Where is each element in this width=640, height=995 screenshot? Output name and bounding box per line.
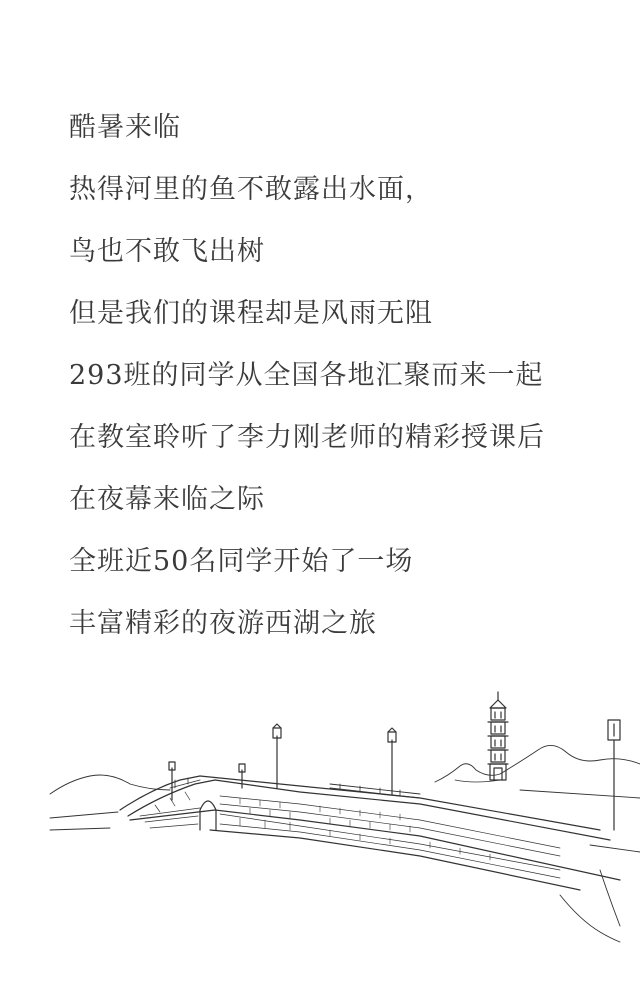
poem-line-3: 鸟也不敢飞出树 xyxy=(69,236,265,267)
poem-line-8: 全班近50名同学开始了一场 xyxy=(69,546,414,577)
poem-line-9: 丰富精彩的夜游西湖之旅 xyxy=(69,608,377,639)
west-lake-bridge-sketch-icon xyxy=(0,680,640,980)
poem-line-5: 293班的同学从全国各地汇聚而来一起 xyxy=(69,360,544,391)
poem-line-6: 在教室聆听了李力刚老师的精彩授课后 xyxy=(69,422,545,453)
mountain-right-icon xyxy=(435,745,640,782)
lamp-post-icon xyxy=(169,720,620,830)
water-lines-icon xyxy=(50,790,640,942)
pagoda-icon xyxy=(488,692,508,780)
poem-line-4: 但是我们的课程却是风雨无阻 xyxy=(69,298,433,329)
arch-bridge-icon xyxy=(120,776,620,890)
poem-text xyxy=(69,104,629,662)
poem-line-7: 在夜幕来临之际 xyxy=(69,484,265,515)
poem-line-1: 酷暑来临 xyxy=(69,112,181,143)
poem-line-2: 热得河里的鱼不敢露出水面， xyxy=(69,174,433,205)
